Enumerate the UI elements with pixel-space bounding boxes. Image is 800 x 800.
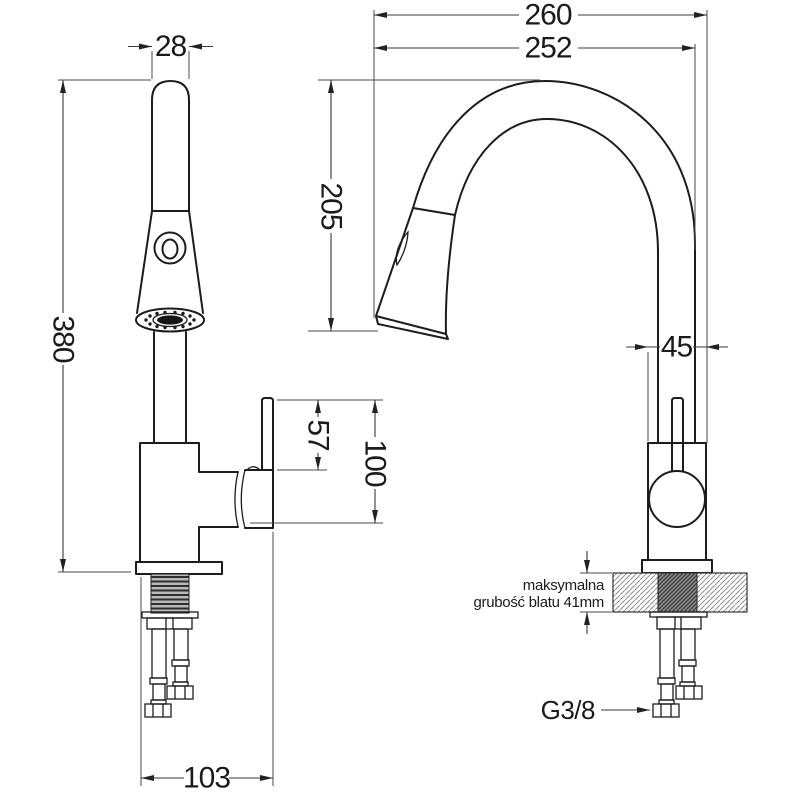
counter-note-line2: grubość blatu 41mm [473, 594, 604, 611]
counter-note-line1: maksymalna [522, 577, 604, 594]
riser-pipe [154, 332, 186, 443]
thread-callout [541, 695, 650, 725]
hose-connector-block-front [657, 617, 701, 629]
faucet-body [140, 443, 238, 562]
left-view-faucet [136, 81, 273, 717]
dim-label-103: 103 [182, 761, 231, 795]
dim-body-side-height [359, 400, 392, 523]
spray-mode-button-inner [163, 240, 178, 259]
dim-handle-height [302, 400, 335, 470]
threaded-shank-front [658, 573, 697, 612]
threaded-shank [151, 574, 189, 613]
dim-label-380: 380 [46, 315, 80, 363]
dim-overall-depth [374, 0, 707, 32]
right-view-faucet [376, 81, 747, 717]
outlet-neck-curves [235, 470, 245, 528]
gooseneck-outer [413, 81, 695, 443]
dim-body-width [626, 331, 728, 364]
dim-label-57: 57 [301, 419, 335, 451]
base-flange-front [642, 560, 712, 573]
dim-label-205: 205 [314, 182, 348, 230]
dim-spout-tube-width [128, 30, 213, 63]
dim-label-260: 260 [524, 0, 572, 32]
connector-detail-front [675, 617, 681, 629]
dim-total-height [47, 80, 80, 572]
gooseneck-inner [455, 119, 658, 443]
dimensions [47, 0, 729, 795]
supply-hose-short-front [676, 629, 702, 699]
mounting-washer-front [650, 612, 707, 617]
thread-size-label: G3/8 [540, 695, 595, 725]
dim-label-252: 252 [524, 31, 572, 65]
supply-hose-long [145, 629, 171, 717]
dim-base-depth [141, 762, 273, 795]
spout-tube [152, 81, 189, 211]
dim-spout-reach [374, 32, 695, 65]
supply-hose-long-front [653, 629, 679, 717]
faucet-body-front [648, 443, 706, 560]
hose-connector-block [147, 618, 192, 629]
dim-label-45: 45 [660, 330, 693, 364]
supply-hose-short [167, 629, 193, 699]
spray-head-joint [413, 208, 455, 215]
outlet-cap [245, 470, 273, 528]
ball-joint [649, 471, 705, 527]
spray-head-side [376, 208, 455, 339]
dim-label-28: 28 [154, 30, 187, 63]
dim-spout-height [315, 80, 348, 331]
connector-detail [166, 618, 173, 629]
spray-head [137, 211, 203, 313]
handle-lever-front [672, 398, 683, 471]
base-flange [136, 562, 222, 574]
handle-lever-side [262, 398, 273, 470]
aerator-outlet [157, 315, 183, 324]
dim-label-100: 100 [358, 439, 392, 487]
